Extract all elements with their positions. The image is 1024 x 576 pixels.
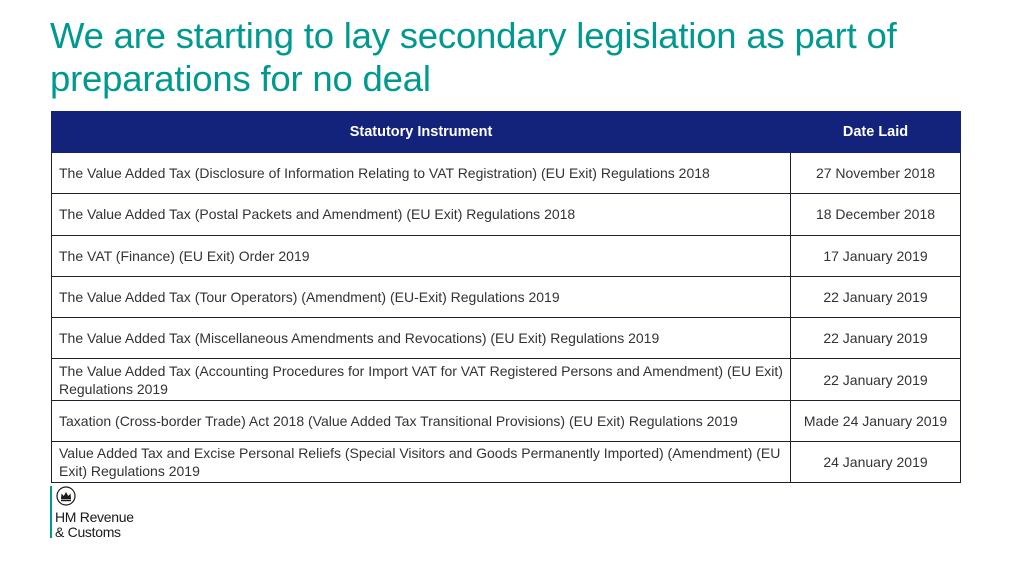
crown-crest-icon — [56, 486, 76, 506]
table-row — [52, 359, 961, 400]
statutory-instruments-table — [51, 111, 961, 483]
logo-line-1: HM Revenue — [55, 509, 134, 525]
date-cell: 22 January 2019 — [791, 318, 961, 359]
date-cell: 17 January 2019 — [791, 235, 961, 276]
instrument-cell: The Value Added Tax (Miscellaneous Amendments and Revocations) (EU Exit) Regulations 2019 — [52, 318, 791, 359]
logo-rule — [50, 486, 52, 538]
instrument-cell: Taxation (Cross-border Trade) Act 2018 (Value Added Tax Transitional Provisions) (EU Exit) Regulations 2019 — [52, 400, 791, 441]
slide-title: We are starting to lay secondary legislation as part of preparations for no deal — [50, 15, 897, 99]
table-row — [52, 235, 961, 276]
instrument-cell: Value Added Tax and Excise Personal Reliefs (Special Visitors and Goods Permanently Imported) (Amendment) (EU Exit) Regulations 2019 — [52, 442, 791, 483]
table-header-row — [52, 112, 961, 153]
table-row — [52, 442, 961, 483]
instrument-cell: The Value Added Tax (Tour Operators) (Amendment) (EU-Exit) Regulations 2019 — [52, 276, 791, 317]
table-row — [52, 400, 961, 441]
logo-line-2: & Customs — [55, 524, 121, 540]
hmrc-logo — [50, 484, 150, 540]
instrument-cell: The Value Added Tax (Postal Packets and Amendment) (EU Exit) Regulations 2018 — [52, 194, 791, 235]
date-cell: 22 January 2019 — [791, 276, 961, 317]
column-header-date: Date Laid — [791, 112, 961, 153]
table-row — [52, 153, 961, 194]
date-cell: 24 January 2019 — [791, 442, 961, 483]
logo-text — [55, 510, 134, 540]
table-row — [52, 194, 961, 235]
table-row — [52, 276, 961, 317]
instrument-cell: The VAT (Finance) (EU Exit) Order 2019 — [52, 235, 791, 276]
date-cell: 27 November 2018 — [791, 153, 961, 194]
instrument-cell: The Value Added Tax (Accounting Procedures for Import VAT for VAT Registered Persons and Amendment) (EU Exit) Regulations 2019 — [52, 359, 791, 400]
date-cell: 18 December 2018 — [791, 194, 961, 235]
date-cell: 22 January 2019 — [791, 359, 961, 400]
date-cell: Made 24 January 2019 — [791, 400, 961, 441]
table-row — [52, 318, 961, 359]
column-header-instrument: Statutory Instrument — [52, 112, 791, 153]
instrument-cell: The Value Added Tax (Disclosure of Information Relating to VAT Registration) (EU Exit) Regulations 2018 — [52, 153, 791, 194]
